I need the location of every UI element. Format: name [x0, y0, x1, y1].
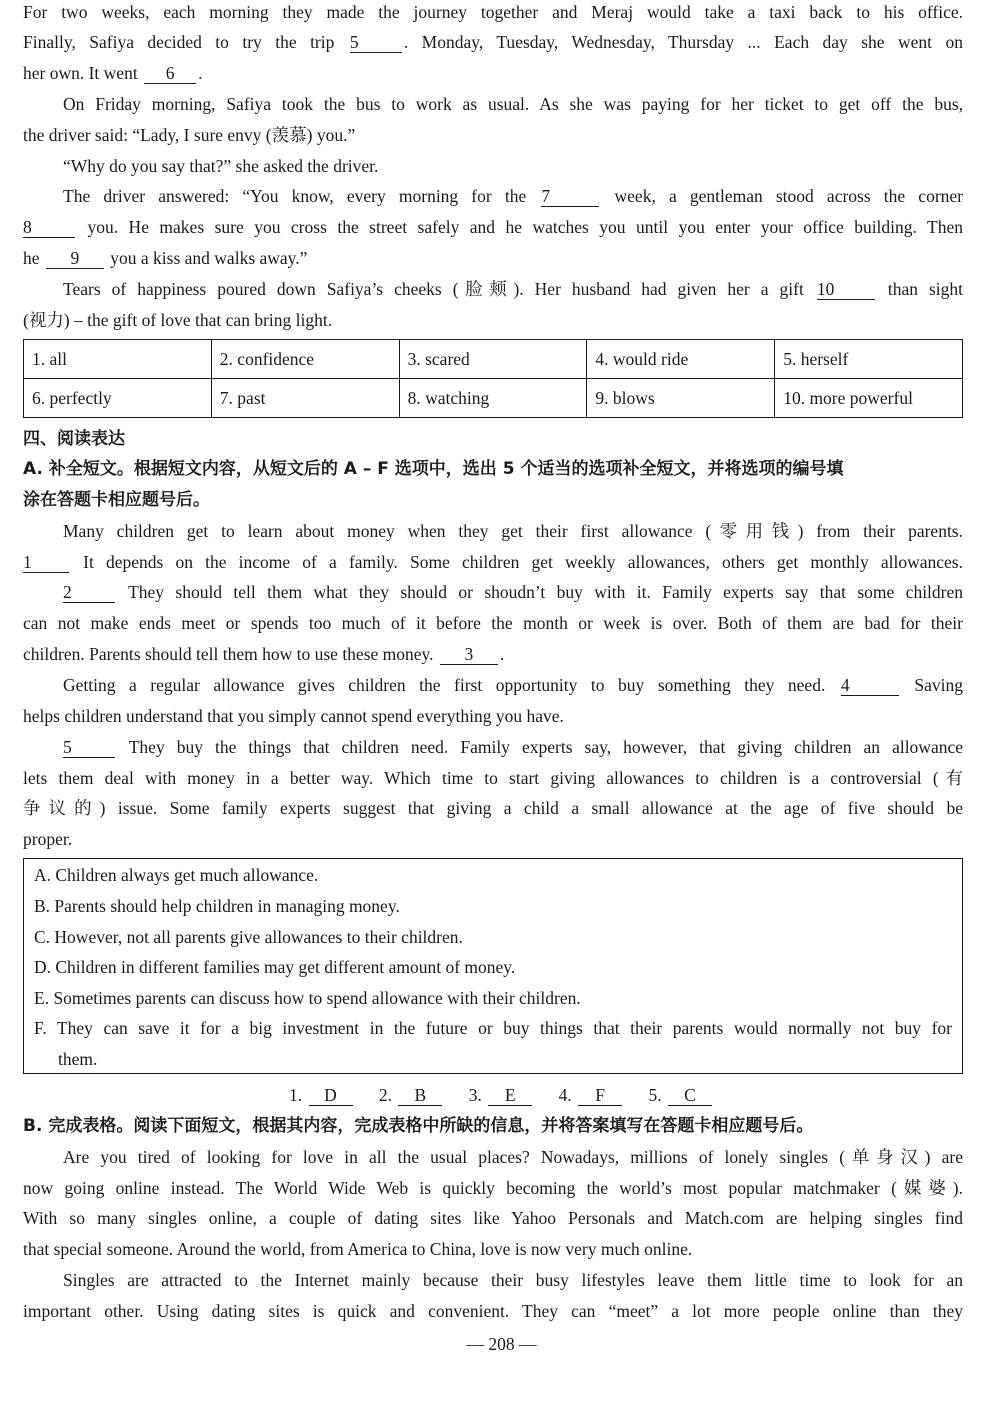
story-line-3: On Friday morning, Safiya took the bus to work as usual. As she was paying for her ticket to get off the bus,	[63, 94, 963, 114]
passage-line-4: can not make ends meet or spends too much of it before the month or week is over. Both of them are bad for their	[23, 613, 963, 633]
blank-5: 5	[350, 32, 402, 53]
blank-2: 2	[63, 582, 115, 603]
table-cell: 2. confidence	[211, 340, 399, 379]
blank-4: 4	[841, 675, 899, 696]
story-line-10: (视力) – the gift of love that can bring light.	[23, 310, 333, 330]
table-cell: 3. scared	[399, 340, 587, 379]
answer-item: 5. C	[649, 1083, 715, 1107]
answer-blank: D	[309, 1085, 353, 1106]
story-line-8: he 9 you a kiss and walks away.”	[23, 248, 308, 268]
table-cell: 7. past	[211, 379, 399, 418]
passage-line-9: lets them deal with money in a better way. Which time to start giving allowances to children is a controversial (有	[23, 768, 963, 788]
section-b-line-3: With so many singles online, a couple of dating sites like Yahoo Personals and Match.com are helping singles find	[23, 1208, 963, 1228]
blank-6: 6	[144, 63, 196, 84]
story-line-6: The driver answered: “You know, every morning for the 7 week, a gentleman stood across the corner	[63, 186, 963, 206]
blank-9: 9	[46, 248, 104, 269]
story-line-4: the driver said: “Lady, I sure envy (羡慕) you.”	[23, 125, 356, 145]
passage-line-11: proper.	[23, 829, 73, 849]
answer-blank: B	[398, 1085, 442, 1106]
section-b-line-6: important other. Using dating sites is quick and convenient. They can “meet” a lot more people online than they	[23, 1301, 963, 1321]
section-title: 四、阅读表达	[23, 429, 125, 449]
story-line-7: 8 you. He makes sure you cross the street safely and he watches you until you enter your office building. Then	[23, 217, 964, 237]
section-a-instructions-2: 涂在答题卡相应题号后。	[23, 490, 210, 510]
table-cell: 10. more powerful	[775, 379, 963, 418]
passage-line-5: children. Parents should tell them how to use these money. 3 .	[23, 644, 505, 664]
option-d: D. Children in different families may get different amount of money.	[34, 957, 516, 977]
answer-item: 2. B	[379, 1083, 445, 1107]
answer-item: 4. F	[559, 1083, 625, 1107]
passage-line-7: helps children understand that you simply cannot spend everything you have.	[23, 706, 564, 726]
story-line-5: “Why do you say that?” she asked the driver.	[63, 156, 379, 176]
answer-item: 1. D	[289, 1083, 355, 1107]
page-number: — 208 —	[466, 1334, 537, 1354]
answer-table	[23, 339, 963, 418]
answer-blank: F	[578, 1085, 622, 1106]
blank-7: 7	[541, 186, 599, 207]
blank-3: 3	[440, 644, 498, 665]
answer-blank: E	[488, 1085, 532, 1106]
section-b-line-2: now going online instead. The World Wide Web is quickly becoming the world’s most popular matchmaker (媒婆).	[23, 1178, 963, 1198]
table-row	[24, 379, 963, 418]
passage-line-1: Many children get to learn about money when they get their first allowance (零用钱) from their parents.	[63, 521, 963, 541]
passage-line-2: 1 It depends on the income of a family. Some children get weekly allowances, others get monthly allowances.	[23, 552, 963, 572]
story-line-0: For two weeks, each morning they made the journey together and Meraj would take a taxi back to his office.	[23, 2, 963, 22]
answer-blank: C	[668, 1085, 712, 1106]
passage-line-6: Getting a regular allowance gives children the first opportunity to buy something they need. 4 Saving	[63, 675, 964, 695]
blank-10: 10	[817, 279, 875, 300]
option-f-cont: them.	[58, 1049, 98, 1069]
blank-1: 1	[23, 552, 69, 573]
options-box	[23, 858, 963, 1074]
table-row	[24, 340, 963, 379]
section-b-instructions: B. 完成表格。阅读下面短文，根据其内容，完成表格中所缺的信息，并将答案填写在答题卡相应题号后。	[23, 1116, 814, 1136]
option-e: E. Sometimes parents can discuss how to spend allowance with their children.	[34, 988, 581, 1008]
passage-line-3: 2 They should tell them what they should or shoudn’t buy with it. Family experts say that some children	[63, 582, 964, 602]
answer-item: 3. E	[469, 1083, 535, 1107]
story-line-2: her own. It went 6 .	[23, 63, 203, 83]
option-c: C. However, not all parents give allowances to their children.	[34, 927, 463, 947]
option-b: B. Parents should help children in managing money.	[34, 896, 400, 916]
story-line-9: Tears of happiness poured down Safiya’s cheeks (脸颊). Her husband had given her a gift 10 than sight	[63, 279, 964, 299]
table-cell: 4. would ride	[587, 340, 775, 379]
story-line-1: Finally, Safiya decided to try the trip 5 . Monday, Tuesday, Wednesday, Thursday ... Each day she went on	[23, 32, 963, 52]
blank-5b: 5	[63, 737, 115, 758]
answers-row	[0, 1083, 1003, 1107]
section-b-line-5: Singles are attracted to the Internet mainly because their busy lifestyles leave them little time to look for an	[63, 1270, 963, 1290]
option-f: F. They can save it for a big investment in the future or buy things that their parents would normally not buy for	[34, 1018, 952, 1038]
table-cell: 1. all	[24, 340, 212, 379]
table-cell: 6. perfectly	[24, 379, 212, 418]
section-b-line-4: that special someone. Around the world, from America to China, love is now very much online.	[23, 1239, 693, 1259]
passage-line-8: 5 They buy the things that children need. Family experts say, however, that giving children an allowance	[63, 737, 963, 757]
table-cell: 9. blows	[587, 379, 775, 418]
passage-line-10: 争议的) issue. Some family experts suggest that giving a child a small allowance at the age of five should be	[23, 798, 963, 818]
blank-8: 8	[23, 217, 75, 238]
option-a: A. Children always get much allowance.	[34, 865, 319, 885]
section-a-instructions-1: A. 补全短文。根据短文内容，从短文后的 A – F 选项中，选出 5 个适当的选项补全短文，并将选项的编号填	[23, 459, 844, 479]
section-b-line-1: Are you tired of looking for love in all the usual places? Nowadays, millions of lonely singles (单身汉) are	[63, 1147, 963, 1167]
table-cell: 5. herself	[775, 340, 963, 379]
table-cell: 8. watching	[399, 379, 587, 418]
